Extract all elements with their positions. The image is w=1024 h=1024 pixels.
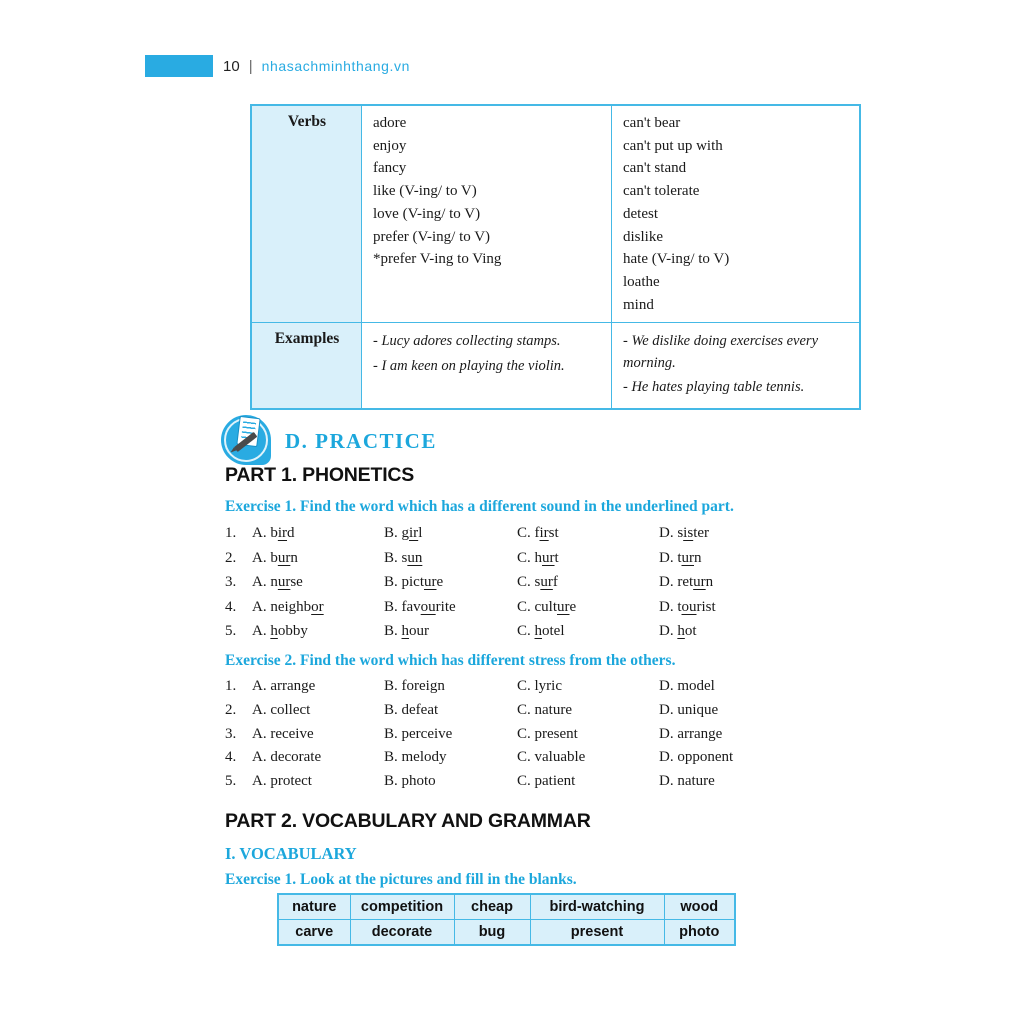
word-bank-item: bird-watching <box>530 894 664 920</box>
underlined-part: ur <box>542 549 555 566</box>
underlined-part: h <box>677 623 685 640</box>
answer-option: B. hour <box>384 623 430 640</box>
verbs-row <box>251 105 860 323</box>
example-sentence: - I am keen on playing the violin. <box>373 357 565 374</box>
answer-option: A. nurse <box>252 574 303 591</box>
document-pencil-icon <box>221 413 277 469</box>
answer-option: A. burn <box>252 549 298 566</box>
example-sentence: - Lucy adores collecting stamps. <box>373 333 561 350</box>
answer-option: C. patient <box>517 773 576 790</box>
answer-option: A. arrange <box>252 678 316 694</box>
underlined-part: ur <box>277 549 291 566</box>
item-number: 3. <box>225 574 237 591</box>
word-bank-row <box>278 920 735 946</box>
example-sentence: - He hates playing table tennis. <box>623 379 805 396</box>
underlined-part: un <box>407 549 423 566</box>
answer-option: C. hurt <box>517 549 559 566</box>
examples-row-label: Examples <box>251 323 362 409</box>
answer-option: C. nature <box>517 701 572 718</box>
verb-item: hate (V-ing/ to V) <box>623 251 730 268</box>
answer-option: B. sun <box>384 549 423 566</box>
verb-item: like (V-ing/ to V) <box>373 183 477 200</box>
answer-option: C. first <box>517 525 559 541</box>
word-bank-item: competition <box>350 894 454 920</box>
word-bank-item: carve <box>278 920 350 946</box>
underlined-part: h <box>534 623 543 640</box>
item-number: 5. <box>225 623 237 640</box>
answer-option: A. protect <box>252 773 312 790</box>
verbs-examples-table <box>250 104 861 410</box>
answer-option: D. return <box>659 574 714 591</box>
answer-option: A. hobby <box>252 623 308 640</box>
word-bank-item: present <box>530 920 664 946</box>
underlined-part: is <box>683 525 694 541</box>
word-bank-item: cheap <box>454 894 530 920</box>
verb-item: *prefer V-ing to Ving <box>373 251 502 268</box>
item-number: 4. <box>225 598 237 615</box>
answer-option: D. hot <box>659 623 697 640</box>
verb-item: love (V-ing/ to V) <box>373 205 481 222</box>
header-accent-bar <box>145 55 213 77</box>
underlined-part: ur <box>681 549 694 566</box>
underlined-part: ur <box>424 574 437 591</box>
phonetics-exercise2-heading: Exercise 2. Find the word which has different stress from the others. <box>225 652 676 669</box>
verbs-row-label: Verbs <box>251 105 362 323</box>
phonetics-exercise2-items <box>225 675 805 794</box>
exercise-item <box>225 746 805 770</box>
answer-option: D. sister <box>659 525 710 541</box>
verb-item: can't stand <box>623 160 687 177</box>
exercise-item <box>225 595 805 620</box>
underlined-part: ur <box>693 574 706 591</box>
part2-title: PART 2. VOCABULARY AND GRAMMAR <box>225 810 591 832</box>
underlined-part: ir <box>277 525 288 541</box>
answer-option: B. perceive <box>384 725 453 742</box>
answer-option: A. bird <box>252 525 295 541</box>
word-bank-item: bug <box>454 920 530 946</box>
answer-option: B. girl <box>384 525 423 541</box>
answer-option: B. picture <box>384 574 444 591</box>
answer-option: B. foreign <box>384 678 445 694</box>
verb-item: adore <box>373 115 407 131</box>
verb-item: fancy <box>373 160 407 177</box>
vocabulary-heading: I. VOCABULARY <box>225 844 357 863</box>
verb-item: dislike <box>623 228 663 245</box>
answer-option: D. unique <box>659 701 719 718</box>
verb-item: loathe <box>623 273 660 290</box>
item-number: 1. <box>225 678 237 694</box>
word-bank-table <box>277 893 736 946</box>
exercise-item <box>225 521 805 546</box>
answer-option: C. culture <box>517 598 577 615</box>
answer-option: B. melody <box>384 749 447 766</box>
answer-option: A. decorate <box>252 749 322 766</box>
verb-item: enjoy <box>373 137 407 154</box>
word-bank-item: wood <box>664 894 735 920</box>
underlined-part: h <box>401 623 410 640</box>
answer-option: D. model <box>659 678 715 694</box>
verbs-column-1 <box>362 105 612 323</box>
site-name: nhasachminhthang.vn <box>261 58 410 74</box>
examples-row <box>251 323 860 409</box>
phonetics-exercise1-items <box>225 521 805 644</box>
item-number: 2. <box>225 549 237 566</box>
answer-option: D. turn <box>659 549 702 566</box>
phonetics-exercise1-heading: Exercise 1. Find the word which has a different sound in the underlined part. <box>225 498 734 515</box>
underlined-part: ur <box>540 574 553 591</box>
item-number: 2. <box>225 701 237 718</box>
header-separator: | <box>248 57 253 75</box>
answer-option: B. favourite <box>384 598 456 615</box>
verb-item: can't put up with <box>623 137 723 154</box>
answer-option: A. collect <box>252 701 311 718</box>
word-bank-item: nature <box>278 894 350 920</box>
word-bank-item: photo <box>664 920 735 946</box>
answer-option: D. tourist <box>659 598 716 615</box>
exercise-item <box>225 546 805 571</box>
answer-option: C. valuable <box>517 749 586 766</box>
verb-item: mind <box>623 296 654 313</box>
word-bank-row <box>278 894 735 920</box>
word-bank-item: decorate <box>350 920 454 946</box>
underlined-part: ou <box>420 598 436 615</box>
exercise-item <box>225 675 805 699</box>
examples-column-1 <box>362 323 612 409</box>
verb-item: prefer (V-ing/ to V) <box>373 228 491 245</box>
vocabulary-exercise1-heading: Exercise 1. Look at the pictures and fill in the blanks. <box>225 871 577 888</box>
verb-item: detest <box>623 205 658 222</box>
verb-item: can't tolerate <box>623 183 700 200</box>
answer-option: D. opponent <box>659 749 734 766</box>
practice-section-title: D. PRACTICE <box>285 429 437 453</box>
underlined-part: h <box>270 623 278 640</box>
example-sentence: - We dislike doing exercises every morning. <box>623 333 818 371</box>
answer-option: A. neighbor <box>252 598 324 615</box>
answer-option: D. arrange <box>659 725 723 742</box>
answer-option: C. hotel <box>517 623 565 640</box>
underlined-part: ou <box>681 598 697 615</box>
item-number: 3. <box>225 725 237 742</box>
page-number: 10 <box>223 57 240 75</box>
underlined-part: or <box>311 598 324 615</box>
answer-option: A. receive <box>252 725 314 742</box>
answer-option: B. photo <box>384 773 436 790</box>
underlined-part: ur <box>277 574 291 591</box>
verb-item: can't bear <box>623 115 681 131</box>
item-number: 4. <box>225 749 237 766</box>
answer-option: C. lyric <box>517 678 562 694</box>
answer-option: B. defeat <box>384 701 439 718</box>
exercise-item <box>225 723 805 747</box>
answer-option: C. surf <box>517 574 558 591</box>
exercise-item <box>225 699 805 723</box>
part1-title: PART 1. PHONETICS <box>225 464 415 486</box>
verbs-column-2 <box>612 105 861 323</box>
item-number: 5. <box>225 773 237 790</box>
examples-column-2 <box>612 323 861 409</box>
page-header <box>145 54 410 78</box>
exercise-item <box>225 619 805 644</box>
underlined-part: ir <box>539 525 549 541</box>
underlined-part: ir <box>409 525 419 541</box>
answer-option: C. present <box>517 725 578 742</box>
underlined-part: ur <box>557 598 570 615</box>
answer-option: D. nature <box>659 773 715 790</box>
exercise-item <box>225 570 805 595</box>
item-number: 1. <box>225 525 237 541</box>
exercise-item <box>225 770 805 794</box>
